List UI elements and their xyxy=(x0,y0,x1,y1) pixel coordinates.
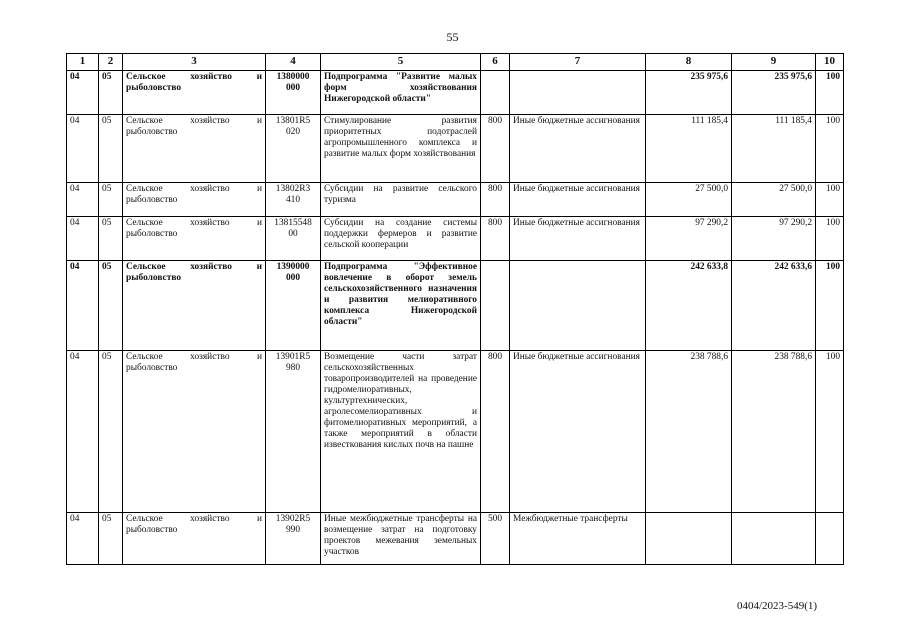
cell-percent: 100 xyxy=(816,115,844,183)
cell-section-name: Сельское хозяйство и рыболовство xyxy=(123,183,266,217)
cell-expense-type xyxy=(481,71,510,115)
cell-subsection: 05 xyxy=(99,217,123,261)
cell-actual-amount: 111 185,4 xyxy=(732,115,816,183)
cell-target-code: 1380000 000 xyxy=(266,71,321,115)
cell-percent: 100 xyxy=(816,351,844,513)
cell-section: 04 xyxy=(67,513,99,565)
cell-planned-amount: 27 500,0 xyxy=(646,183,732,217)
column-header: 6 xyxy=(481,54,510,71)
cell-planned-amount: 242 633,8 xyxy=(646,261,732,351)
cell-expense-type: 800 xyxy=(481,183,510,217)
cell-planned-amount: 238 788,6 xyxy=(646,351,732,513)
cell-section: 04 xyxy=(67,115,99,183)
cell-expense-type xyxy=(481,261,510,351)
cell-section: 04 xyxy=(67,217,99,261)
cell-target-code: 13901R5 980 xyxy=(266,351,321,513)
cell-target-code: 13802R3 410 xyxy=(266,183,321,217)
cell-expense-name: Иные бюджетные ассигнования xyxy=(510,217,646,261)
column-header: 7 xyxy=(510,54,646,71)
cell-percent xyxy=(816,513,844,565)
column-header: 2 xyxy=(99,54,123,71)
cell-section-name: Сельское хозяйство и рыболовство xyxy=(123,513,266,565)
table-row xyxy=(67,513,844,565)
cell-expense-type: 800 xyxy=(481,217,510,261)
cell-percent: 100 xyxy=(816,183,844,217)
cell-target-code: 13902R5 990 xyxy=(266,513,321,565)
cell-actual-amount: 235 975,6 xyxy=(732,71,816,115)
page-number: 55 xyxy=(446,30,459,44)
column-header: 1 xyxy=(67,54,99,71)
cell-expense-name: Межбюджетные трансферты xyxy=(510,513,646,565)
cell-subsection: 05 xyxy=(99,115,123,183)
column-header: 10 xyxy=(816,54,844,71)
table-row xyxy=(67,217,844,261)
document-code: 0404/2023-549(1) xyxy=(737,600,818,612)
cell-program-name: Иные межбюджетные трансферты на возмещение затрат на подготовку проектов межевания земельных участков xyxy=(321,513,481,565)
cell-planned-amount: 111 185,4 xyxy=(646,115,732,183)
column-header: 4 xyxy=(266,54,321,71)
cell-program-name: Подпрограмма "Развитие малых форм хозяйствования Нижегородской области" xyxy=(321,71,481,115)
cell-percent: 100 xyxy=(816,261,844,351)
cell-section: 04 xyxy=(67,351,99,513)
cell-planned-amount: 97 290,2 xyxy=(646,217,732,261)
table-row xyxy=(67,115,844,183)
cell-planned-amount xyxy=(646,513,732,565)
cell-program-name: Субсидии на развитие сельского туризма xyxy=(321,183,481,217)
cell-subsection: 05 xyxy=(99,71,123,115)
cell-expense-name xyxy=(510,71,646,115)
cell-expense-name: Иные бюджетные ассигнования xyxy=(510,351,646,513)
cell-percent: 100 xyxy=(816,217,844,261)
cell-actual-amount: 242 633,6 xyxy=(732,261,816,351)
cell-actual-amount: 238 788,6 xyxy=(732,351,816,513)
cell-target-code: 1390000 000 xyxy=(266,261,321,351)
cell-section-name: Сельское хозяйство и рыболовство xyxy=(123,115,266,183)
cell-actual-amount: 27 500,0 xyxy=(732,183,816,217)
cell-percent: 100 xyxy=(816,71,844,115)
cell-section-name: Сельское хозяйство и рыболовство xyxy=(123,351,266,513)
column-header: 5 xyxy=(321,54,481,71)
cell-expense-type: 800 xyxy=(481,351,510,513)
table-row xyxy=(67,71,844,115)
cell-program-name: Стимулирование развития приоритетных подотраслей агропромышленного комплекса и развитие малых форм хозяйствования xyxy=(321,115,481,183)
cell-expense-type: 800 xyxy=(481,115,510,183)
budget-table xyxy=(66,53,844,565)
cell-planned-amount: 235 975,6 xyxy=(646,71,732,115)
cell-actual-amount xyxy=(732,513,816,565)
cell-target-code: 13801R5 020 xyxy=(266,115,321,183)
cell-subsection: 05 xyxy=(99,351,123,513)
cell-section-name: Сельское хозяйство и рыболовство xyxy=(123,261,266,351)
table-row xyxy=(67,261,844,351)
cell-expense-name xyxy=(510,261,646,351)
cell-program-name: Возмещение части затрат сельскохозяйственных товаропроизводителей на проведение гидромелиоративных, культуртехнических, агролесомелиоративных и фитомелиоративных мероприятий, а также мероприятий в области известкования кислых почв на пашне xyxy=(321,351,481,513)
cell-section: 04 xyxy=(67,261,99,351)
cell-target-code: 13815548 00 xyxy=(266,217,321,261)
cell-program-name: Подпрограмма "Эффективное вовлечение в оборот земель сельскохозяйственного назначения и развития мелиоративного комплекса Нижегородской области" xyxy=(321,261,481,351)
cell-subsection: 05 xyxy=(99,183,123,217)
table-row xyxy=(67,183,844,217)
cell-expense-name: Иные бюджетные ассигнования xyxy=(510,115,646,183)
cell-section: 04 xyxy=(67,71,99,115)
cell-subsection: 05 xyxy=(99,513,123,565)
cell-section-name: Сельское хозяйство и рыболовство xyxy=(123,71,266,115)
cell-expense-name: Иные бюджетные ассигнования xyxy=(510,183,646,217)
table-header-row xyxy=(67,54,844,71)
cell-section-name: Сельское хозяйство и рыболовство xyxy=(123,217,266,261)
table-row xyxy=(67,351,844,513)
column-header: 9 xyxy=(732,54,816,71)
column-header: 8 xyxy=(646,54,732,71)
cell-program-name: Субсидии на создание системы поддержки фермеров и развитие сельской кооперации xyxy=(321,217,481,261)
cell-actual-amount: 97 290,2 xyxy=(732,217,816,261)
column-header: 3 xyxy=(123,54,266,71)
cell-expense-type: 500 xyxy=(481,513,510,565)
cell-section: 04 xyxy=(67,183,99,217)
cell-subsection: 05 xyxy=(99,261,123,351)
